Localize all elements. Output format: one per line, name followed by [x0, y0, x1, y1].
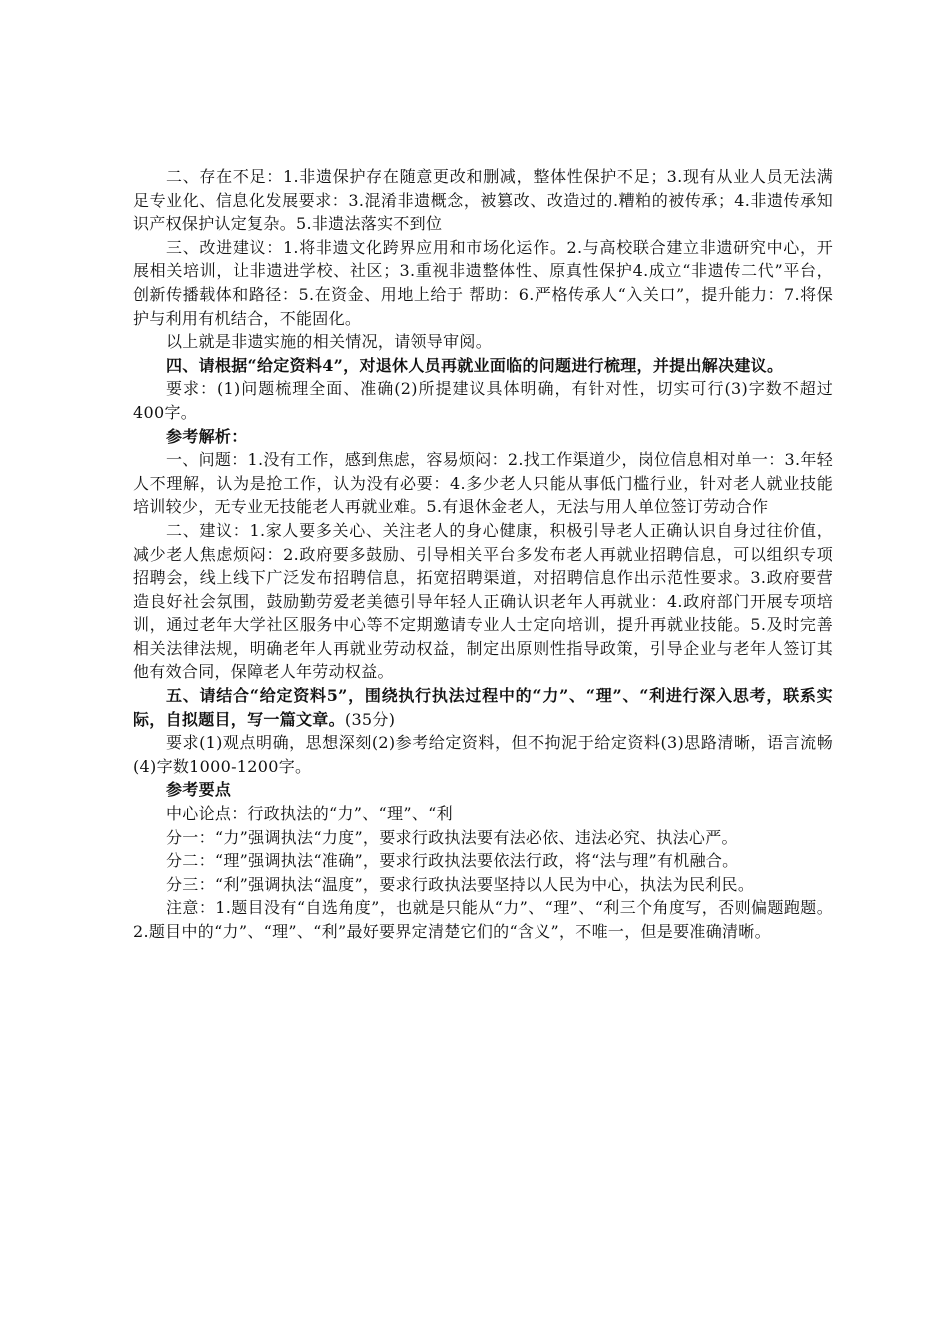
paragraph-closing-remark: 以上就是非遗实施的相关情况，请领导审阅。 [166, 332, 493, 352]
reference-analysis-heading: 参考解析： [166, 426, 248, 446]
paragraph-shortcomings: 二、存在不足：1.非遗保护存在随意更改和删减，整体性保护不足；3.现有从业人员无法满足专业化、信息化发展要求：3.混淆非遗概念，被篡改、改造过的.糟粕的被传承；4.非遗传承知识产权保护认定复杂。5.非遗法落实不到位 [133, 167, 833, 234]
question-four-heading: 四、请根据“给定资料4”，对退休人员再就业面临的问题进行梳理，并提出解决建议。 [166, 355, 784, 375]
paragraph-suggestions: 二、建议：1.家人要多关心、关注老人的身心健康，积极引导老人正确认识自身过往价值，减少老人焦虑烦闷：2.政府要多鼓励、引导相关平台多发布老人再就业招聘信息，可以组织专项招聘会，线上线下广泛发布招聘信息，拓宽招聘渠道，对招聘信息作出示范性要求。3.政府要营造良好社会氛围，鼓励勤劳爱老美德引导年轻人正确认识老年人再就业：4.政府部门开展专项培训，通过老年大学社区服务中心等不定期邀请专业人士定向培训，提升再就业技能。5.及时完善相关法律法规，明确老年人再就业劳动权益，制定出原则性指导政策，引导企业与老年人签订其他有效合同，保障老人年劳动权益。 [133, 520, 833, 682]
paragraph-problems: 一、问题：1.没有工作，感到焦虑，容易烦闷：2.找工作渠道少，岗位信息相对单一：3.年轻人不理解，认为是抢工作，认为没有必要：4.多少老人只能从事低门槛行业，针对老人就业技能培训较少，无专业无技能老人再就业难。5.有退休金老人，无法与用人单位签订劳动合作 [133, 450, 833, 517]
reference-points-heading: 参考要点 [166, 780, 232, 800]
central-argument: 中心论点：行政执法的“力”、“理”、“利 [166, 804, 453, 824]
paragraph-improvement-suggestions: 三、改进建议：1.将非遗文化跨界应用和市场化运作。2.与高校联合建立非遗研究中心，开展相关培训，让非遗进学校、社区；3.重视非遗整体性、原真性保护4.成立“非遗传二代”平台，创新传播载体和路径：5.在资金、用地上给于 帮助：6.严格传承人“入关口”，提升能力：7.将保护与利用有机结合，不能固化。 [133, 237, 833, 328]
sub-point-three: 分三：“利”强调执法“温度”，要求行政执法要坚持以人民为中心，执法为民利民。 [166, 874, 755, 894]
question-five-heading-text: 五、请结合“给定资料5”，围绕执行执法过程中的“力”、“理”、“利进行深入思考，联系实际，自拟题目，写一篇文章。 [133, 686, 833, 729]
question-five-requirements: 要求(1)观点明确，思想深刻(2)参考给定资料，但不拘泥于给定资料(3)思路清晰，语言流畅(4)字数1000-1200字。 [133, 733, 833, 776]
sub-point-one: 分一：“力”强调执法“力度”，要求行政执法要有法必依、违法必究、执法心严。 [166, 827, 738, 847]
question-four-requirements: 要求：(1)问题梳理全面、准确(2)所提建议具体明确，有针对性，切实可行(3)字数不超过400字。 [133, 379, 833, 422]
question-five-heading [133, 684, 833, 731]
sub-point-two: 分二：“理”强调执法“准确”，要求行政执法要依法行政，将“法与理”有机融合。 [166, 851, 739, 871]
document-body [133, 165, 833, 944]
question-five-score: (35分) [344, 709, 396, 729]
note-paragraph: 注意：1.题目没有“自选角度”，也就是只能从“力”、“理”、“利三个角度写，否则偏题跑题。2.题目中的“力”、“理”、“利”最好要界定清楚它们的“含义”，不唯一，但是要准确清晰。 [133, 898, 833, 941]
